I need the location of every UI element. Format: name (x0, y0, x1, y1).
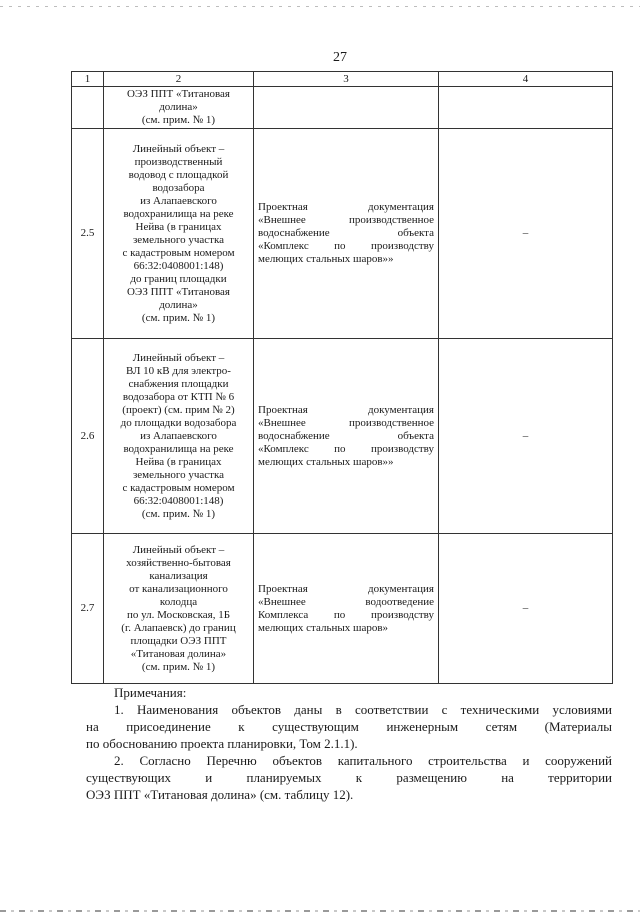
table-row-continuation (72, 87, 613, 129)
extra-cell: – (439, 534, 613, 684)
name-line: водохранилища на реке (123, 207, 234, 220)
name-line: водохранилища на реке (123, 442, 234, 455)
doc-line: «Внешнее производственное (258, 416, 434, 429)
name-line: производственный (134, 155, 223, 168)
note-line: на присоединение к существующим инженерным сетям (Материалы (86, 719, 612, 734)
name-line: земельного участка (132, 233, 225, 246)
name-line: 66:32:0408001:148) (133, 494, 224, 507)
name-line: из Алапаевского (140, 429, 217, 442)
note-2 (86, 752, 612, 803)
page-number: 27 (333, 50, 347, 65)
note-line: ОЭЗ ППТ «Титановая долина» (см. таблицу 12). (86, 787, 354, 802)
name-line: земельного участка (132, 468, 225, 481)
object-name-cell (104, 339, 254, 534)
note-1 (86, 701, 612, 752)
extra-cell (439, 87, 613, 129)
header-col-3: 3 (254, 72, 439, 87)
note-line: 1. Наименования объектов даны в соответствии с техническими условиями (114, 702, 612, 717)
doc-line: Проектная документация (258, 582, 434, 595)
row-number: 2.6 (72, 339, 104, 534)
scan-edge-bottom (0, 910, 640, 912)
name-line: ВЛ 10 кВ для электро- (126, 364, 231, 377)
doc-line: «Комплекс по производству (258, 442, 434, 455)
table-row (72, 129, 613, 339)
name-line: колодца (159, 595, 198, 608)
name-line: до площадки водозабора (120, 416, 237, 429)
name-line: от канализационного (129, 582, 228, 595)
name-line: долина» (159, 101, 198, 113)
row-number-cell (72, 87, 104, 129)
documentation-cell (254, 534, 439, 684)
name-line: (см. прим. № 1) (141, 114, 216, 126)
documentation-cell (254, 339, 439, 534)
name-line: с кадастровым номером (122, 246, 235, 259)
table-header-row (72, 72, 613, 87)
doc-line: Проектная документация (258, 201, 434, 213)
name-line: канализация (149, 569, 208, 582)
doc-line: Проектная документация (258, 403, 434, 416)
extra-cell: – (439, 339, 613, 534)
name-line: до границ площадки (130, 272, 227, 285)
name-line: водозабора от КТП № 6 (122, 390, 235, 403)
name-line: снабжения площадки (128, 377, 229, 390)
doc-line: «Внешнее водоотведение (258, 595, 434, 608)
notes-section (86, 684, 612, 803)
header-col-1: 1 (72, 72, 104, 87)
object-name-cell (104, 534, 254, 684)
name-line: Нейва (в границах (135, 455, 222, 468)
doc-line: мелющих стальных шаров»» (258, 455, 394, 468)
name-line: (см. прим. № 1) (141, 660, 216, 673)
note-line: существующих и планируемых к размещению на территории (86, 770, 612, 785)
doc-line: мелющих стальных шаров» (258, 621, 389, 634)
doc-line: «Внешнее производственное (258, 214, 434, 226)
doc-line: мелющих стальных шаров»» (258, 253, 394, 265)
extra-cell: – (439, 129, 613, 339)
row-number: 2.5 (72, 129, 104, 339)
documentation-cell (254, 87, 439, 129)
table-row (72, 339, 613, 534)
name-line: Линейный объект – (132, 142, 225, 155)
object-name-cell (104, 87, 254, 129)
name-line: Нейва (в границах (135, 220, 222, 233)
name-line: водозабора (152, 181, 205, 194)
name-line: (г. Алапаевск) до границ (121, 621, 236, 634)
name-line: ОЭЗ ППТ «Титановая (127, 88, 230, 100)
doc-line: водоснабжение объекта (258, 227, 434, 239)
name-line: Линейный объект – (132, 351, 225, 364)
name-line: Линейный объект – (132, 543, 225, 556)
header-col-2: 2 (104, 72, 254, 87)
name-line: (см. прим. № 1) (141, 507, 216, 520)
name-line: по ул. Московская, 1Б (126, 608, 231, 621)
name-line: (см. прим. № 1) (141, 311, 216, 324)
name-line: «Титановая долина» (130, 647, 227, 660)
object-name-cell (104, 129, 254, 339)
name-line: водовод с площадкой (128, 168, 229, 181)
documentation-cell (254, 129, 439, 339)
name-line: (проект) (см. прим № 2) (122, 403, 235, 416)
table-row (72, 534, 613, 684)
name-line: из Алапаевского (140, 194, 217, 207)
doc-line: водоснабжение объекта (258, 429, 434, 442)
note-line: по обоснованию проекта планировки, Том 2.1.1). (86, 736, 358, 751)
notes-title: Примечания: (114, 685, 187, 700)
name-line: 66:32:0408001:148) (133, 259, 224, 272)
note-line: 2. Согласно Перечню объектов капитального строительства и сооружений (114, 753, 612, 768)
row-number: 2.7 (72, 534, 104, 684)
name-line: ОЭЗ ППТ «Титановая (127, 285, 230, 298)
header-col-4: 4 (439, 72, 613, 87)
doc-line: «Комплекс по производству (258, 240, 434, 252)
name-line: площадки ОЭЗ ППТ (130, 634, 227, 647)
doc-line: Комплекса по производству (258, 608, 434, 621)
objects-table (71, 71, 613, 684)
name-line: долина» (159, 298, 198, 311)
name-line: хозяйственно-бытовая (126, 556, 231, 569)
scan-edge-top (0, 6, 640, 7)
name-line: с кадастровым номером (122, 481, 235, 494)
